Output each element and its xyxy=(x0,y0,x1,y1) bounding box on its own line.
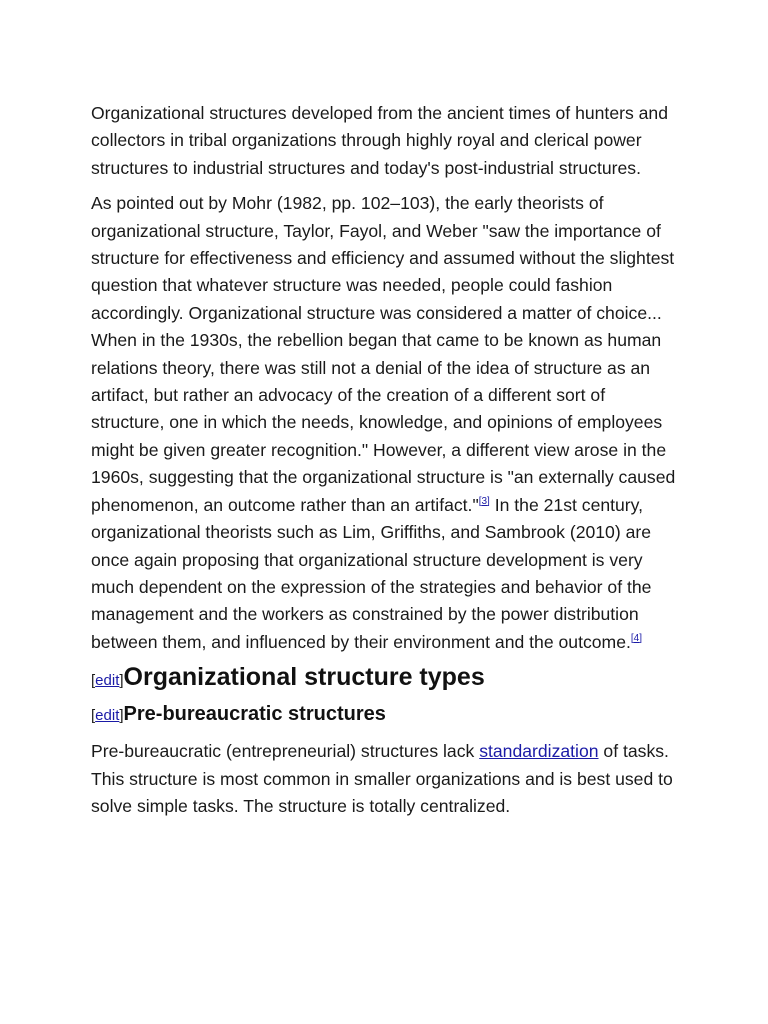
reference-3[interactable] xyxy=(479,496,490,507)
reference-3-link[interactable]: [3] xyxy=(478,495,490,507)
edit-link[interactable]: edit xyxy=(95,672,120,690)
bracket-open: [ xyxy=(91,672,96,690)
edit-section-pre-bureaucratic[interactable] xyxy=(91,707,124,724)
edit-section-structure-types[interactable] xyxy=(91,672,124,689)
bracket-close: ] xyxy=(119,707,124,725)
paragraph-theorists xyxy=(91,190,681,656)
paragraph-pre-bureaucratic-text-1: Pre-bureaucratic (entrepreneurial) structures lack xyxy=(91,741,480,762)
paragraph-pre-bureaucratic xyxy=(91,738,681,820)
bracket-open: [ xyxy=(91,707,96,725)
section-heading-pre-bureaucratic xyxy=(91,698,681,732)
subsection-title: Pre-bureaucratic structures xyxy=(123,703,386,726)
paragraph-theorists-text-1: As pointed out by Mohr (1982, pp. 102–103), the early theorists of organizational structure, Taylor, Fayol, and Weber "saw the importance of structure for effectiveness and efficiency and assumed without the slightest question that whatever structure was needed, people could fashion accordingly. Organizational structure was considered a matter of choice... When in the 1930s, the rebellion began that came to be known as human relations theory, there was still not a denial of the idea of structure as an artifact, but rather an advocacy of the creation of a different sort of structure, one in which the needs, knowledge, and opinions of employees might be given greater recognition." However, a different view arose in the 1960s, suggesting that the organizational structure is "an externally caused phenomenon, an outcome rather than an artifact." xyxy=(91,193,676,515)
paragraph-history xyxy=(91,100,681,182)
bracket-close: ] xyxy=(119,672,124,690)
document-page xyxy=(91,100,681,826)
reference-4[interactable] xyxy=(631,633,642,644)
reference-4-link[interactable]: [4] xyxy=(630,632,643,644)
edit-link[interactable]: edit xyxy=(95,707,120,725)
standardization-link[interactable]: standardization xyxy=(479,741,599,762)
paragraph-theorists-text-2: In the 21st century, organizational theorists such as Lim, Griffiths, and Sambrook (2010) are once again proposing that organizational structure development is very much dependent on the expression of the strategies and behavior of the management and the workers as constrained by the power distribution between them, and influenced by their environment and the outcome. xyxy=(91,494,652,652)
section-title: Organizational structure types xyxy=(123,663,485,692)
section-heading-structure-types xyxy=(91,660,681,698)
paragraph-history-text: Organizational structures developed from the ancient times of hunters and collectors in tribal organizations through highly royal and clerical power structures to industrial structures and today's post-industrial structures. xyxy=(91,103,669,178)
paragraph-pre-bureaucratic-text-2: of tasks. This structure is most common in smaller organizations and is best used to solve simple tasks. The structure is totally centralized. xyxy=(91,741,673,816)
